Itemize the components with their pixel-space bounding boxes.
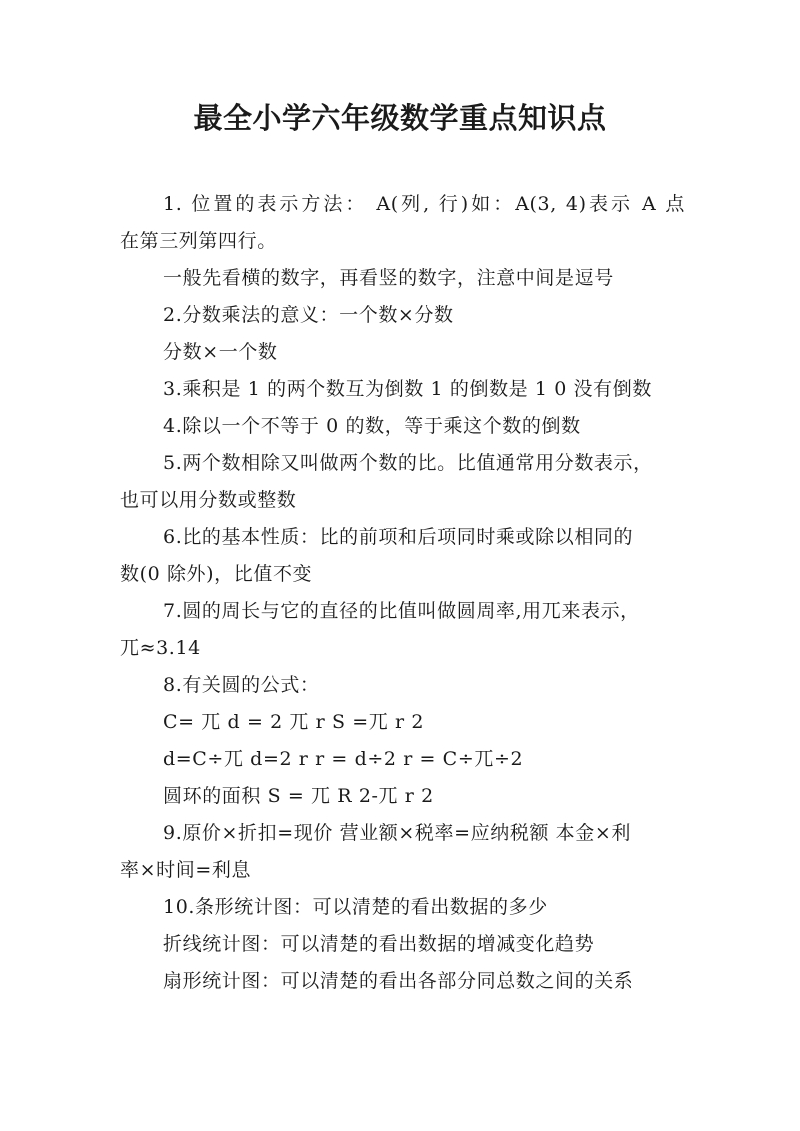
paragraph-line: 一般先看横的数字，再看竖的数字，注意中间是逗号: [163, 267, 614, 289]
formula-line: C= 兀 d = 2 兀 r S =兀 r 2: [163, 711, 425, 733]
document-body: [120, 186, 685, 1000]
paragraph-line: 分数×一个数: [163, 341, 278, 363]
paragraph-line: 9.原价×折扣=现价 营业额×税率=应纳税额 本金×利: [163, 822, 632, 844]
paragraph-line: 2.分数乘法的意义：一个数×分数: [163, 304, 454, 326]
paragraph-line: 也可以用分数或整数: [120, 489, 297, 511]
paragraph-line: 5.两个数相除又叫做两个数的比。比值通常用分数表示，: [163, 452, 653, 474]
paragraph-line: 1. 位置的表示方法： A(列, 行)如：A(3, 4)表示 A 点: [163, 193, 685, 215]
formula-line: d=C÷兀 d=2 r r = d÷2 r = C÷兀÷2: [163, 748, 524, 770]
paragraph-line: 在第三列第四行。: [120, 230, 277, 252]
paragraph-line: 折线统计图：可以清楚的看出数据的增减变化趋势: [163, 933, 595, 955]
paragraph-line: 3.乘积是 1 的两个数互为倒数 1 的倒数是 1 0 没有倒数: [163, 378, 652, 400]
paragraph-line: 兀≈3.14: [120, 637, 201, 659]
paragraph-line: 4.除以一个不等于 0 的数，等于乘这个数的倒数: [163, 415, 581, 437]
paragraph-line: 数(0 除外)，比值不变: [120, 563, 313, 585]
paragraph-line: 10.条形统计图：可以清楚的看出数据的多少: [163, 896, 548, 918]
formula-line: 圆环的面积 S = 兀 R 2-兀 r 2: [163, 785, 434, 807]
paragraph-line: 率×时间=利息: [120, 859, 252, 881]
paragraph-line: 6.比的基本性质：比的前项和后项同时乘或除以相同的: [163, 526, 634, 548]
document-title: 最全小学六年级数学重点知识点: [193, 101, 607, 135]
paragraph-line: 7.圆的周长与它的直径的比值叫做圆周率,用兀来表示，: [163, 600, 640, 622]
paragraph-line: 8.有关圆的公式：: [163, 674, 320, 696]
paragraph-line: 扇形统计图：可以清楚的看出各部分同总数之间的关系: [163, 970, 634, 992]
